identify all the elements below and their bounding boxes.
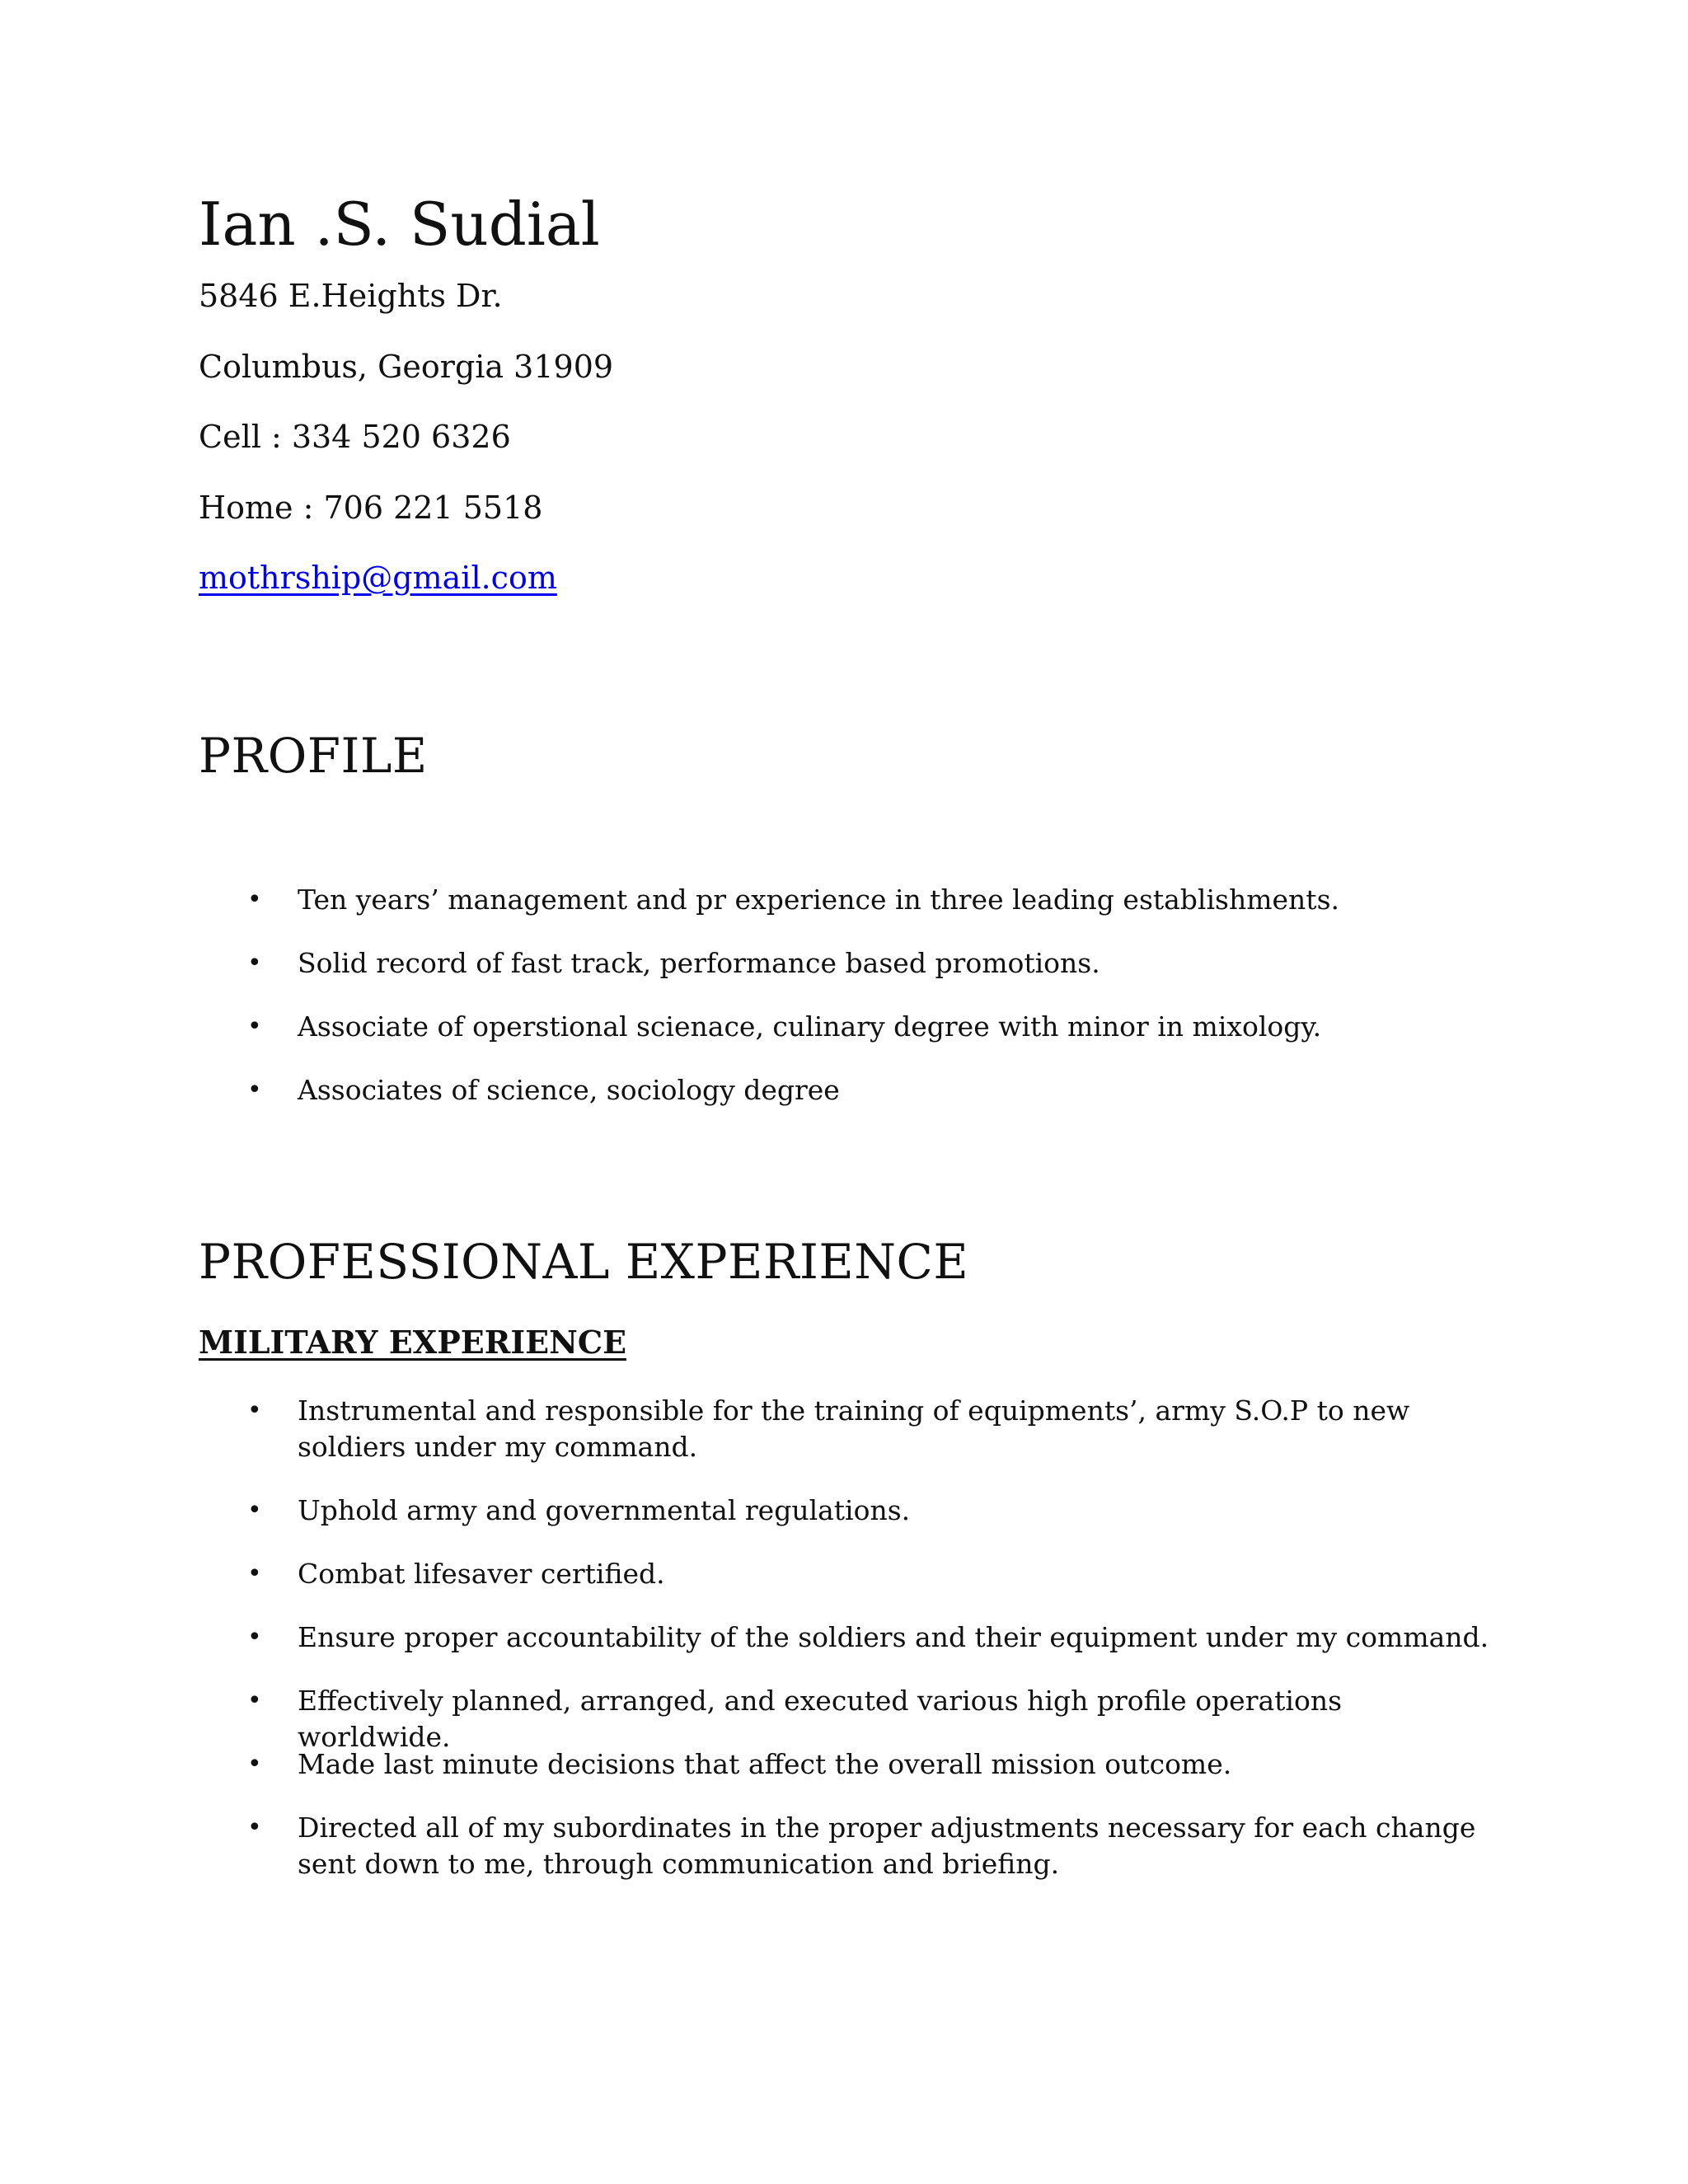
bullet-icon: • — [247, 1813, 262, 1842]
military-experience-subheading: MILITARY EXPERIENCE — [199, 1324, 627, 1361]
list-item — [247, 1393, 1500, 1465]
bullet-icon: • — [247, 885, 262, 914]
address-street: 5846 E.Heights Dr. — [199, 278, 503, 314]
profile-heading: PROFILE — [199, 728, 428, 784]
email-link[interactable]: mothrship@gmail.com — [199, 560, 557, 596]
list-item — [247, 1556, 1500, 1592]
list-item-text: Ten years’ management and pr experience in three leading establishments. — [298, 883, 1339, 916]
home-phone: Home : 706 221 5518 — [199, 490, 543, 526]
list-item-text: Instrumental and responsible for the training of equipments’, army S.O.P to new soldiers under my command. — [298, 1394, 1410, 1463]
list-item-text: Effectively planned, arranged, and executed various high profile operations worldwide. — [298, 1685, 1343, 1753]
applicant-name: Ian .S. Sudial — [199, 190, 600, 259]
list-item — [247, 1009, 1500, 1045]
bullet-icon: • — [247, 1686, 262, 1715]
experience-heading: PROFESSIONAL EXPERIENCE — [199, 1234, 969, 1290]
bullet-icon: • — [247, 1559, 262, 1588]
address-city: Columbus, Georgia 31909 — [199, 349, 614, 385]
list-item — [247, 882, 1500, 918]
bullet-icon: • — [247, 1396, 262, 1425]
bullet-icon: • — [247, 1012, 262, 1041]
list-item-text: Uphold army and governmental regulations. — [298, 1494, 911, 1526]
list-item — [247, 1619, 1500, 1656]
list-item-text: Combat lifesaver certified. — [298, 1558, 665, 1590]
list-item-text: Ensure proper accountability of the soldiers and their equipment under my command. — [298, 1621, 1489, 1653]
bullet-icon: • — [247, 1750, 262, 1779]
cell-phone: Cell : 334 520 6326 — [199, 419, 511, 455]
list-item-text: Made last minute decisions that affect the overall mission outcome. — [298, 1748, 1232, 1780]
list-item — [247, 1493, 1500, 1529]
list-item — [247, 945, 1500, 982]
list-item-text: Associate of operstional scienace, culinary degree with minor in mixology. — [298, 1010, 1322, 1043]
list-item-text: Solid record of fast track, performance based promotions. — [298, 947, 1100, 979]
list-item-text: Directed all of my subordinates in the proper adjustments necessary for each change sent down to me, through communication and briefing. — [298, 1811, 1476, 1880]
list-item — [247, 1746, 1500, 1783]
list-item — [247, 1683, 1500, 1755]
list-item-text: Associates of science, sociology degree — [298, 1074, 840, 1106]
bullet-icon: • — [247, 1496, 262, 1525]
bullet-icon: • — [247, 1076, 262, 1104]
bullet-icon: • — [247, 949, 262, 977]
list-item — [247, 1810, 1500, 1882]
list-item — [247, 1072, 1500, 1108]
bullet-icon: • — [247, 1623, 262, 1652]
